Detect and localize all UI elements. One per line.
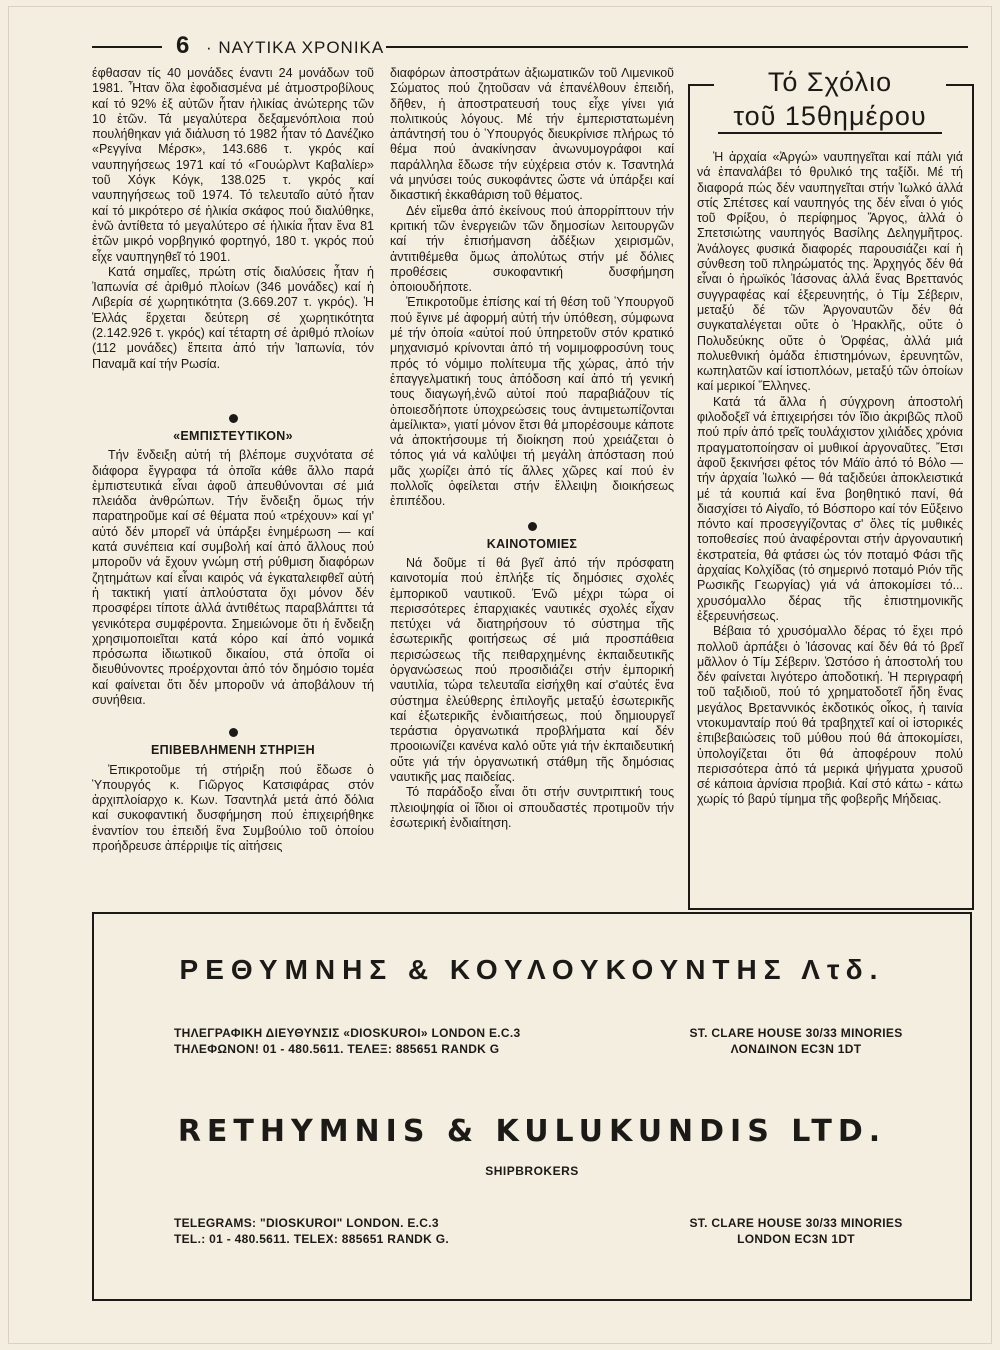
commentary-title-line1: Τό Σχόλιο — [767, 67, 893, 97]
ad-english-tel: TEL.: 01 - 480.5611. TELEX: 885651 RANDK G. — [174, 1232, 450, 1246]
commentary-paragraph: Βέβαια τό χρυσόμαλλο δέρας τό ἔχει πρό πολλοῦ ἁρπάξει ὁ Ἰάσονας καί δέν θά τό βρεῖ μᾶλλον ὁ Τίμ Σέβεριν. Ὡστόσο ἡ ἀποστολή του δέν φαίνεται λιγότερο ἀποδοτική. Ἡ περιγραφή τοῦ ταξιδιοῦ, πού τό χρηματοδοτεῖ ἤδη ἕνας μεγάλος Βρεταννικός ἐκδοτικός οἶκος, ἡ ταινία ντοκυμανταίρ πού θά τραβηχτεῖ καί οἱ ἱστορικές ἐπιβεβαιώσεις τοῦ μύθου πού θά ἀποκομίσει, ὑπολογίζεται ὅτι θά ἀποφέρουν πολύ περισσότερα ἀπό τά μερικά ψήγματα χρυσοῦ σέ κάποια ἀρνίσια προβιά. Καί στό κάτω - κάτω χωρίς τό βαρύ τίμημα τῆς φοβερῆς Μήδειας. — [697, 624, 963, 807]
section-bullet — [229, 728, 238, 737]
ad-english-telegrams: TELEGRAMS: "DIOSKUROI" LONDON. E.C.3 — [174, 1216, 439, 1230]
commentary-box-top-rule — [946, 84, 972, 86]
section-heading-empisteutikon: «ΕΜΠΙΣΤΕΥΤΙΚΟΝ» — [173, 428, 293, 443]
ad-english-address-1: ST. CLARE HOUSE 30/33 MINORIES — [689, 1216, 903, 1230]
commentary-text — [697, 150, 963, 808]
page-number: 6 — [176, 32, 190, 59]
col1-paragraph: Τήν ἔνδειξη αὐτή τή βλέπομε συχνότατα σέ διάφορα ἔγγραφα τά ὁποῖα κάθε ἄλλο παρά ἐμπιστευτικά εἶναι ἀφοῦ ἀπευθύνονται σέ μιά πλειάδα ἀνθρώπων. Τήν ἔνδειξη ὅμως τήν παρατηροῦμε καί σέ θέματα πού «τρέχουν» καί γι' αὐτό δέν μπορεῖ νά ὑπάρξει ἐνημέρωση — καί κατά συνέπεια καί συμβολή καί ἀπό ἄλλους πού μποροῦν νά ἔχουν γνώμη στή ρύθμιση διαφόρων ζητημάτων καί εἶναι καιρός νά ἐγκαταλειφθεῖ αὐτή ἡ τακτική γιατί ἁπλούστατα ὄχι μόνον δέν προσφέρει τίποτε ἀλλά ἀντιθέτως παραβλάπτει τά γενικότερα συμφέροντα. Σημειώνομε ὅτι ἡ ἔνδειξη χρησιμοποιεῖται κατά κόρο καί ἀπό νομικά πρόσωπα ἰδιωτικοῦ δικαίου, στά ὁποῖα οἱ διευθύνοντες προέρχονται ἀπό τόν δημόσιο τομέα καί φαίνεται ὅτι δέν μποροῦν νά ἀποβάλουν τή συνήθεια. — [92, 448, 374, 707]
section-bullet — [528, 522, 537, 531]
column-2 — [390, 66, 674, 831]
section-heading-kainotomies: ΚΑΙΝΟΤΟΜΙΕΣ — [486, 536, 578, 551]
commentary-title-line2: τοῦ 15θημέρου — [733, 101, 927, 131]
ad-english-company-name: RETHYMNIS & KULUKUNDIS LTD. — [177, 1114, 887, 1149]
ad-greek-address-2: ΛΟΝΔΙΝΟΝ EC3N 1DT — [730, 1042, 862, 1056]
publication-title: · ΝΑΥΤΙΚΑ ΧΡΟΝΙΚΑ — [206, 38, 385, 57]
ad-greek-telegraph: ΤΗΛΕΓΡΑΦΙΚΗ ΔΙΕΥΘΥΝΣΙΣ «DIOSKUROI» LONDON E.C.3 — [174, 1026, 521, 1040]
col2-paragraph: Νά δοῦμε τί θά βγεῖ ἀπό τήν πρόσφατη καινοτομία πού ἐπλήξε τίς δημόσιες σχολές ἐμπορικοῦ ναυτικοῦ. Ἐνῶ μέχρι τώρα οἱ περισσότερες ἐπαρχιακές ναυτικές σχολές εἶχαν πετύχει νά διατηρήσουν τό σύστημα τῆς ἐσωτερικῆς φοιτήσεως σέ μιά προσπάθεια περισώσεως τῆς πειθαρχημένης ἐκπαιδευτικῆς ὀργανώσεως πού προσιδιάζει στήν ἐμπορική ναυτιλία, τώρα τελευταῖα εἰσήχθη καί σ'αὐτές ἕνα σύστημα ἐλεύθερης ἐπιλογῆς μεταξύ ἐσωτερικῆς καί ἐξωτερικῆς ἐνδιαιτήσεως, πού δημιουργεῖ τεράστια ὀργανωτικά προβλήματα καί δέν προοιωνίζει κανένα καλό οὔτε γιά τήν ἐκπαιδευτική οὔτε γιά τήν ὀργανωτική στάθμη τῆς δημόσιας ναυτικῆς μας παιδείας. — [390, 555, 674, 785]
col2-paragraph: Δέν εἴμεθα ἀπό ἐκείνους πού ἀπορρίπτουν τήν κριτική τῶν ἐνεργειῶν τῶν δημοσίων λειτουργῶν καί τήν ἐπισήμανση ἀδέξιων χειρισμῶν, ἀντιτιθέμεθα ὅμως ἀπολύτως στήν μέ δόλιες προθέσεις συκοφαντική δυσφήμηση ὁποιουδήποτε. — [390, 203, 674, 295]
col2-paragraph: Ἐπικροτοῦμε ἐπίσης καί τή θέση τοῦ Ὑπουργοῦ πού ἔγινε μέ ἀφορμή αὐτή τήν ὑπόθεση, σύμφωνα μέ τήν ὁποία «αὐτοί πού ὑπηρετοῦν στόν κρατικό μηχανισμό κρίνονται ἀπό τή νομιμοφροσύνη τους πρός τό νόμιμο πολίτευμα τῆς χώρας, ἀπό τήν ἐπαγγελματική τους ἀπόδοση καί ἀπό τή γενική τους διαγωγή,ἐνῶ αὐτοί πού παραβιάζουν τίς ὁποιεσδήποτε ὑποχρεώσεις τους ἀντιμετωπίζονται ἀμείλικτα», γιατί μόνον ἔτσι θά μπορέσουμε κάποτε νά ἀποκτήσουμε τή διοίκηση πού χρειάζεται ὁ τόπος γιά νά καλύψει τή μεγάλη ἀπόσταση πού μᾶς χωρίζει ἀπό τίς ἄλλες χῶρες καί πού ἐν πολλοῖς ὀφείλεται στήν ἔλλειψη διοικήσεως ἐπιπέδου. — [390, 295, 674, 509]
col1-paragraph: έφθασαν τίς 40 μονάδες έναντι 24 μονάδων τοῦ 1981. Ἦταν ὅλα ἐφοδιασμένα μέ ἀτμοστροβίλους καί τό 92% ἐξ αὐτῶν ἦταν ἡλικίας ἀνώτερης τῶν 10 ἐτῶν. Τά μεγαλύτερα δεξαμενόπλοια πού πουλήθηκαν γιά διάλυση τό 1982 ἦταν τό Δανέζικο «Ρεγγίνα Μέρσκ», 143.686 τ. γκρός καί ναυπηγήσεως 1971 καί τό «Γουώρλντ Καβαλίερ» τοῦ Χόγκ Κόγκ, 138.025 τ. γκρός καί ναυπηγήσεως τοῦ 1974. Τό τελευταῖο αὐτό ἦταν καί τό μικρότερο σέ ἡλικία σκάφος πού διαλύθηκε, ἐνῶ ἀντίθετα τό μεγαλύτερο σέ ἡλικία ἦταν ἕνα 81 ἐτῶν μικρό νορβηγικό φορτηγό, 180 τ. γκρός πού εἶχε ναυπηγηθεῖ τό 1901. — [92, 66, 374, 264]
commentary-paragraph: Ἡ ἀρχαία «Ἀργώ» ναυπηγεῖται καί πάλι γιά νά ἐπαναλάβει τό θρυλικό της ταξίδι. Μέ τή διαφορά πώς δέν ναυπηγεῖται στήν Ἰωλκό ἀλλά στίς Σπέτσες καί ναυπηγός της δέν εἶναι ὁ γιός τοῦ Φρίξου, ὁ περίφημος Ἄργος, ἀλλά ὁ Σπετσιώτης ναυπηγός Βασίλης Δεληγμῆτρος. Ἀνάλογες φυσικά διαφορές παρουσιάζει καί ἡ σύνθεση τοῦ πληρώματός της. Ἀρχηγός δέν θά εἶναι ὁ ἡρωϊκός Ἰάσονας ἀλλά ἕνας Βρεττανός συγγραφέας καί ἐξερευνητής, ὁ Τίμ Σέβεριν, μεταξύ δέ τῶν Ἀργοναυτῶν δέν θά συγκαταλέγεται οὔτε ὁ Ἡρακλῆς, οὔτε ὁ Πολυδεύκης οὔτε ὁ Ὀρφέας, ἀλλά μιά πολυεθνική ὁμάδα ἐπιστημόνων, ἐρευνητῶν, κωπηλατῶν καί ἱστιοπλόων, μεταξύ τῶν ὁποίων καί μερικοί Ἕλληνες. — [697, 150, 963, 394]
col1-paragraph: Κατά σημαῖες, πρώτη στίς διαλύσεις ἦταν ἡ Ἰαπωνία σέ ἀριθμό πλοίων (346 μονάδες) καί ἡ Λιβερία σέ χωρητικότητα (3.669.207 τ. γκρός). Ἡ Ἑλλάς ἔρχεται δεύτερη σέ χωρητικότητα (2.142.926 τ. γκρός) καί τέταρτη σέ ἀριθμό πλοίων (112 μονάδες) ἔπειτα ἀπό τήν Ἰαπωνία, τόν Παναμᾶ καί τήν Ρωσία. — [92, 264, 374, 371]
ad-greek-phone: ΤΗΛΕΦΩΝΟΝ! 01 - 480.5611. ΤΕΛΕΞ: 885651 RANDK G — [174, 1042, 500, 1056]
section-heading-epivevlimeni-stirixi: ΕΠΙΒΕΒΛΗΜΕΝΗ ΣΤΗΡΙΞΗ — [151, 743, 315, 758]
ad-english-address-2: LONDON EC3N 1DT — [737, 1232, 855, 1246]
section-bullet — [229, 414, 238, 423]
commentary-title-underline — [718, 132, 942, 134]
col2-paragraph: διαφόρων ἀποστράτων ἀξιωματικῶν τοῦ Λιμενικοῦ Σώματος πού ζητοῦσαν νά ἐπανέλθουν ἐπειδή, δῆθεν, ἡ ἀποστρατευσή τους εἶχε γίνει γιά πολιτικούς λόγους. Μέ τήν ἐμπεριστατωμένη ἀπάντησή του ὁ Ὑπουργός διευκρίνισε πλήρως τό θέμα πού ἀνακίνησαν ἀνωνυμογράφοι καί παράλληλα ἔδωσε τήν εὐχέρεια στόν κ. Τσαντηλά νά μηνύσει τούς συκοφάντες ὥστε νά ὑπάρξει καί δικαστική ἐκκαθάριση τοῦ θέματος. — [390, 66, 674, 203]
header-rule-right — [386, 46, 968, 48]
header-rule-left — [92, 46, 162, 48]
commentary-paragraph: Κατά τά ἄλλα ἡ σύγχρονη ἀποστολή φιλοδοξεῖ νά ἐπιχειρήσει τόν ἴδιο ἀκριβῶς πλοῦ πού πρίν ἀπό τρεῖς τουλάχιστον χιλιάδες χρόνια πραγματοποίησαν οἱ μυθικοί ἀργοναῦτες. Ἔτσι ἀφοῦ ξεκινήσει φέτος τόν Μάϊο ἀπό τό Βόλο — τήν ἀρχαία Ἰωλκό — θά ταξιδεύει ἀποκλειστικά μέ τά κουπιά καί ἕνα βοηθητικό πανί, θά διασχίσει τό Αἰγαῖο, τό Βόσπορο καί τόν Εὔξεινο πόντο καί προσεγγίζοντας σ' ὅλες τίς μυθικές τοποθεσίες πού ἀναφέρονται στήν ἀργοναυτική ἐκστρατεία, θά φτάσει ὡς τόν ποταμό Φάσι τῆς ἀρχαίας Κολχίδας (τό σημερινό ποταμό Ριόν τῆς Ρωσικῆς Γεωργίας) γιά νά ἀποκομίσει τό... χρυσόμαλλο δέρας τῆς ἐπιστημονικῆς ἐξερευνήσεως. — [697, 394, 963, 623]
col1-paragraph: Ἐπικροτοῦμε τή στήριξη πού ἔδωσε ὁ Ὑπουργός κ. Γιῶργος Κατσιφάρας στόν ἀρχιπλοίαρχο κ. Κων. Τσαντηλά μετά ἀπό δόλια καί συκοφαντική δυσφήμηση πού ἐπιχειρήθηκε ἐναντίον του ἐπειδή ἕνα Συμβούλιο τοῦ ὁποίου προήδρευσε ἀπέρριψε τίς αἰτήσεις — [92, 762, 374, 854]
ad-greek-address-1: ST. CLARE HOUSE 30/33 MINORIES — [689, 1026, 903, 1040]
col2-paragraph: Τό παράδοξο εἶναι ὅτι στήν συντριπτική τους πλειοψηφία οἱ ἴδιοι οἱ σπουδαστές προτιμοῦν τήν ἐσωτερική ἐνδιαίτηση. — [390, 785, 674, 830]
column-1 — [92, 66, 374, 854]
advertisement-box — [92, 912, 972, 1301]
commentary-box-top-rule — [688, 84, 714, 86]
ad-shipbrokers-label: SHIPBROKERS — [485, 1164, 579, 1178]
ad-greek-company-name: ΡΕΘΥΜΝΗΣ & ΚΟΥΛΟΥΚΟΥΝΤΗΣ Λτδ. — [179, 954, 885, 985]
